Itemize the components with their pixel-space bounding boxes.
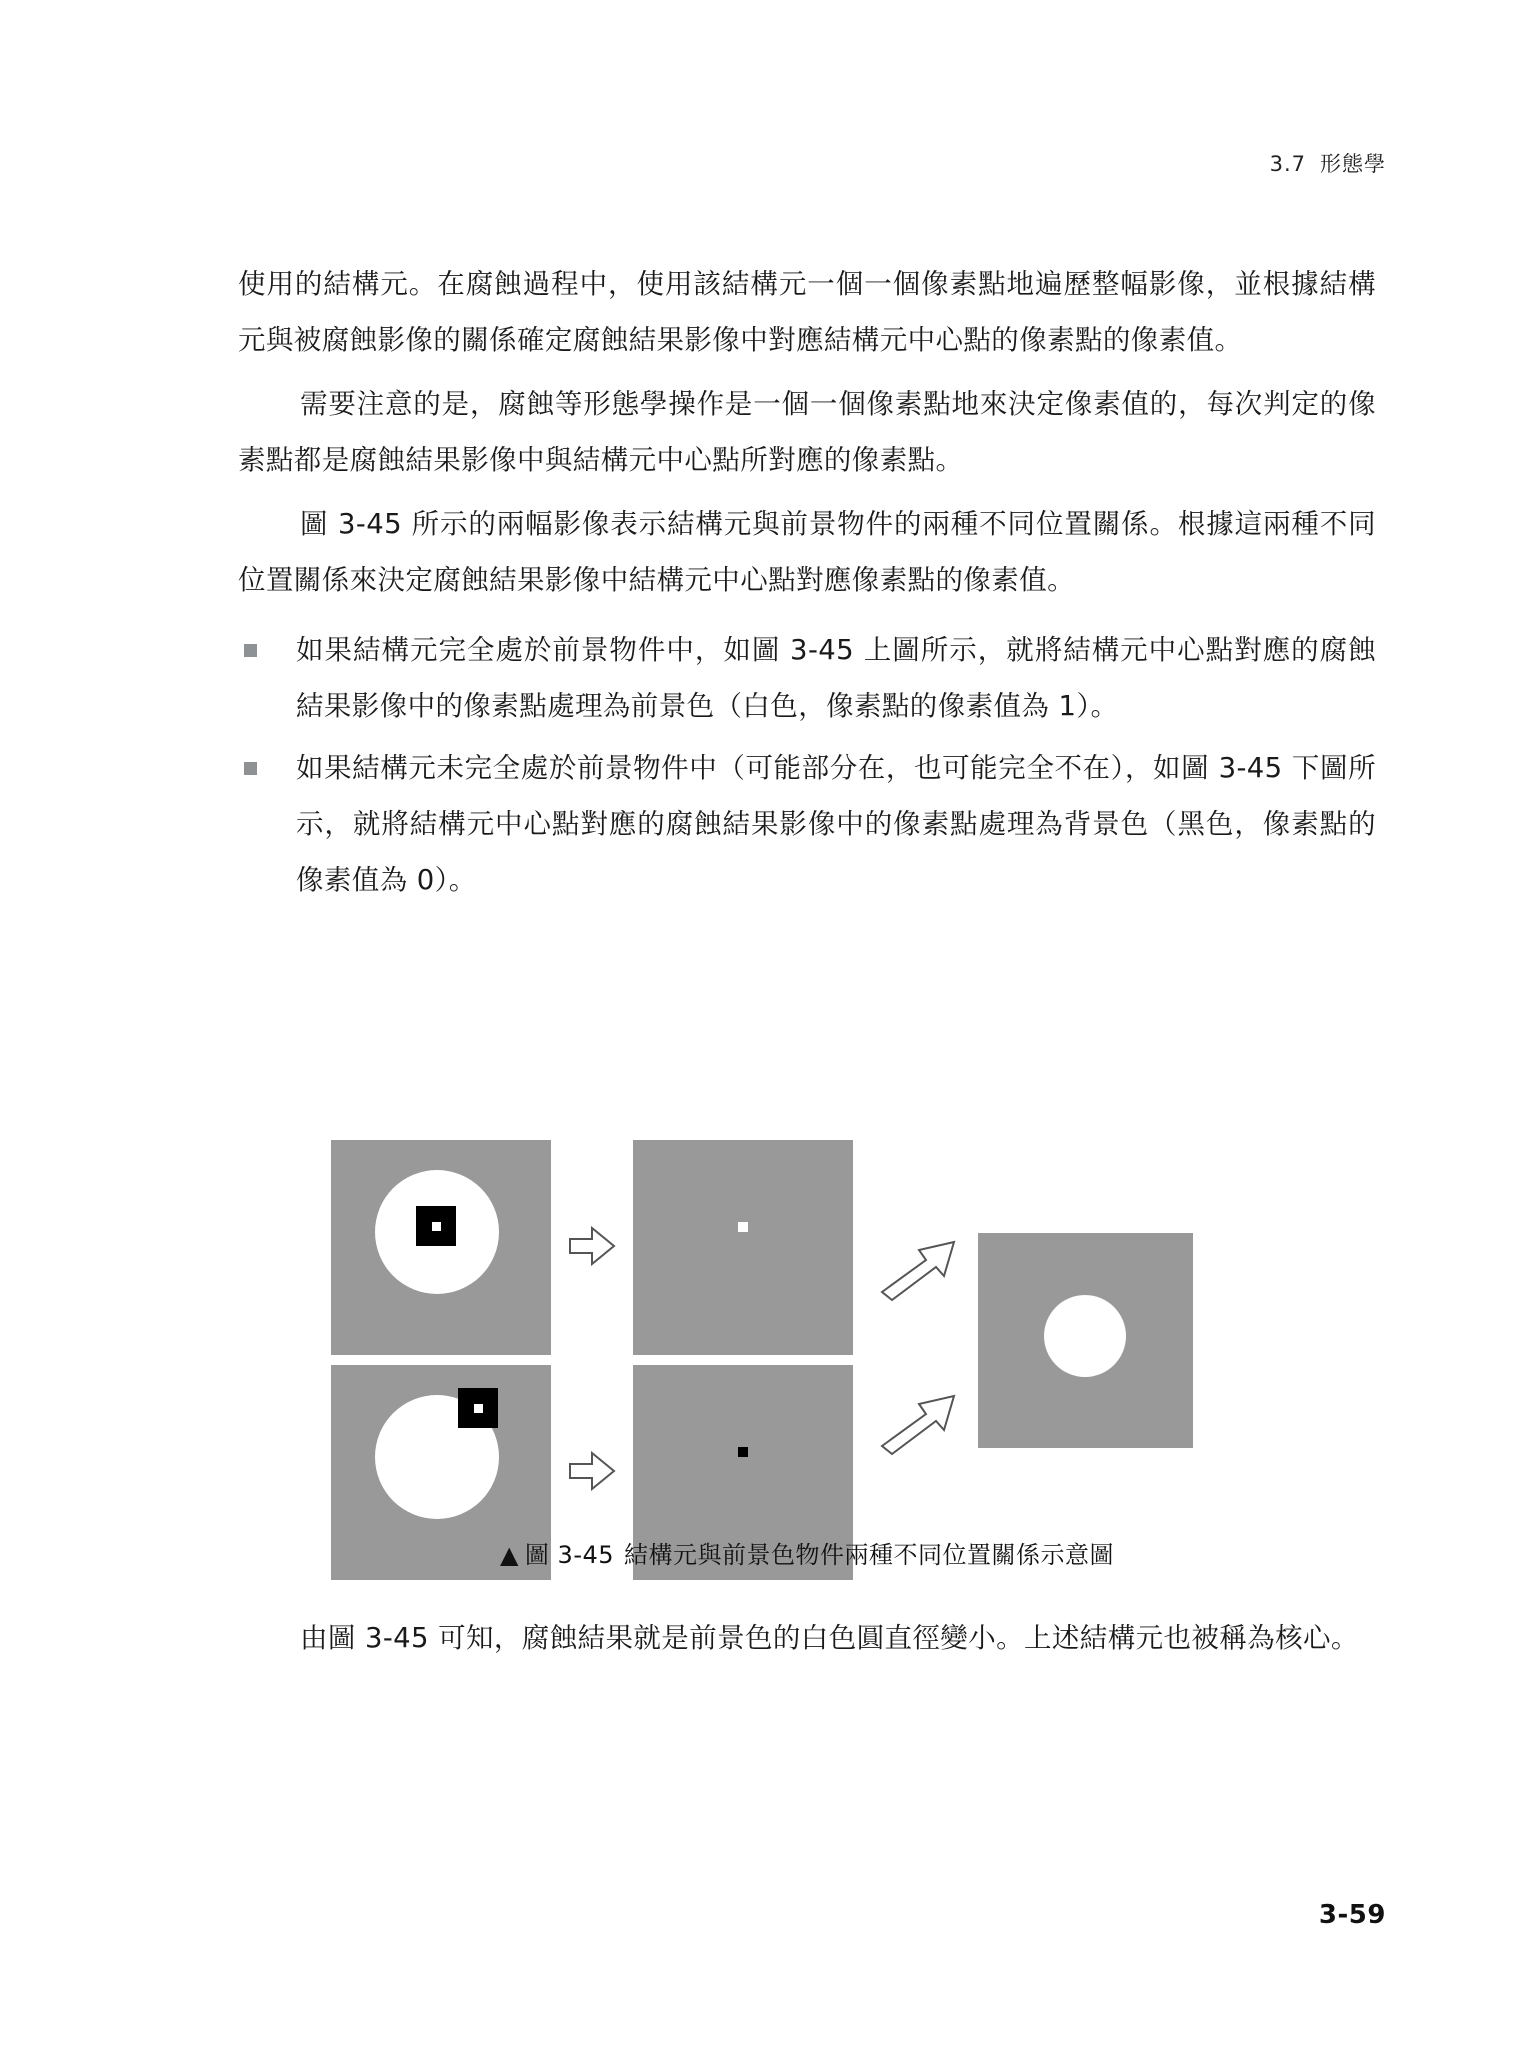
arrow-up-right-icon [878, 1236, 958, 1302]
figure-caption-number: 圖 3-45 [524, 1541, 615, 1569]
arrow-up-right-icon [878, 1390, 958, 1456]
structuring-element-bottom [458, 1388, 498, 1428]
body-content [238, 256, 1376, 914]
bullet-marker-icon [244, 644, 257, 657]
figure-caption-text: 結構元與前景色物件兩種不同位置關係示意圖 [624, 1541, 1115, 1569]
bullet-marker-icon [244, 762, 257, 775]
arrow-right-icon [568, 1226, 616, 1266]
structuring-element-top [416, 1206, 456, 1246]
figure-panel-input-top [331, 1140, 551, 1355]
result-pixel-white [738, 1222, 748, 1232]
running-head-section-title: 形態學 [1320, 152, 1386, 176]
figure-3-45 [238, 1140, 1376, 1540]
list-item-text: 如果結構元未完全處於前景物件中（可能部分在，也可能完全不在），如圖 3-45 下圖所示，就將結構元中心點對應的腐蝕結果影像中的像素點處理為背景色（黑色，像素點的像素值為 0）。 [296, 752, 1376, 896]
structuring-element-center-top [432, 1222, 441, 1231]
figure-panel-result-top [633, 1140, 853, 1355]
paragraph-2: 需要注意的是，腐蝕等形態學操作是一個一個像素點地來決定像素值的，每次判定的像素點都是腐蝕結果影像中與結構元中心點所對應的像素點。 [238, 388, 1376, 476]
closing-block [238, 1610, 1376, 1666]
triangle-icon: ▲ [499, 1541, 519, 1569]
paragraph-1: 使用的結構元。在腐蝕過程中，使用該結構元一個一個像素點地遍歷整幅影像，並根據結構元與被腐蝕影像的關係確定腐蝕結果影像中對應結構元中心點的像素點的像素值。 [238, 268, 1376, 356]
running-head-section-number: 3.7 [1269, 152, 1306, 176]
running-head [1270, 148, 1386, 178]
bullet-list [238, 622, 1376, 908]
figure-panel-final-result [978, 1233, 1193, 1448]
list-item [238, 740, 1376, 908]
page-number: 3-59 [1318, 1900, 1386, 1930]
paragraph-3: 圖 3-45 所示的兩幅影像表示結構元與前景物件的兩種不同位置關係。根據這兩種不同位置關係來決定腐蝕結果影像中結構元中心點對應像素點的像素值。 [238, 508, 1376, 596]
structuring-element-center-bottom [474, 1404, 483, 1413]
eroded-circle [1044, 1295, 1126, 1377]
list-item [238, 622, 1376, 734]
list-item-text: 如果結構元完全處於前景物件中，如圖 3-45 上圖所示，就將結構元中心點對應的腐蝕結果影像中的像素點處理為前景色（白色，像素點的像素值為 1）。 [296, 634, 1376, 722]
figure-canvas [238, 1140, 1376, 1490]
figure-caption [238, 1535, 1376, 1570]
result-pixel-black [738, 1447, 748, 1457]
arrow-right-icon [568, 1451, 616, 1491]
closing-paragraph: 由圖 3-45 可知，腐蝕結果就是前景色的白色圓直徑變小。上述結構元也被稱為核心。 [300, 1622, 1359, 1654]
